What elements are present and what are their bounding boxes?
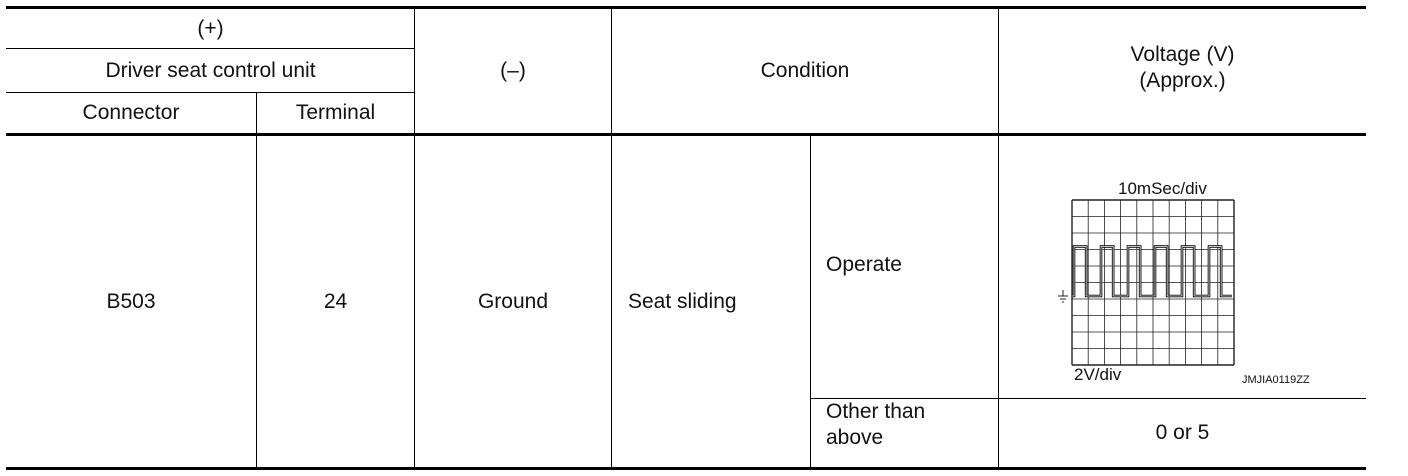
header-plus-text: (+) [197, 16, 224, 40]
cell-condition [628, 136, 808, 467]
square-waveform [1072, 247, 1232, 297]
figure-code: JMJIA0119ZZ [1242, 374, 1310, 386]
cell-terminal [257, 136, 414, 467]
header-connector [6, 93, 256, 133]
cell-minus [415, 136, 611, 467]
rule-col-state [810, 135, 811, 468]
header-voltage-line2: (Approx.) [1139, 69, 1226, 92]
oscilloscope-grid [1040, 170, 1340, 390]
minus-value: Ground [477, 289, 549, 313]
time-div-label: 10mSec/div [1118, 179, 1207, 198]
cell-state-operate [826, 136, 996, 394]
header-minus [415, 9, 611, 133]
cell-voltage-other [999, 399, 1366, 467]
header-unit-text: Driver seat control unit [105, 58, 316, 82]
header-unit [6, 49, 415, 92]
header-condition [612, 9, 998, 133]
condition-value: Seat sliding [628, 289, 737, 313]
header-condition-text: Condition [760, 59, 850, 82]
terminal-value: 24 [323, 289, 348, 313]
cell-connector [6, 136, 256, 467]
volt-div-label: 2V/div [1074, 365, 1122, 384]
header-voltage [999, 9, 1366, 127]
header-connector-text: Connector [82, 101, 180, 124]
state-other-line2: above [826, 426, 884, 449]
connector-value: B503 [106, 289, 156, 313]
header-terminal [257, 93, 414, 133]
voltage-other-value: 0 or 5 [1155, 421, 1210, 444]
rule-bottom [6, 467, 1366, 470]
state-other-line1: Other than [826, 400, 926, 423]
state-operate-label: Operate [826, 253, 902, 276]
header-voltage-line1: Voltage (V) [1130, 43, 1235, 66]
header-terminal-text: Terminal [295, 101, 376, 124]
header-plus [6, 9, 415, 48]
header-minus-text: (–) [500, 59, 526, 82]
cell-state-other [826, 399, 996, 467]
waveform-figure [1040, 170, 1340, 390]
